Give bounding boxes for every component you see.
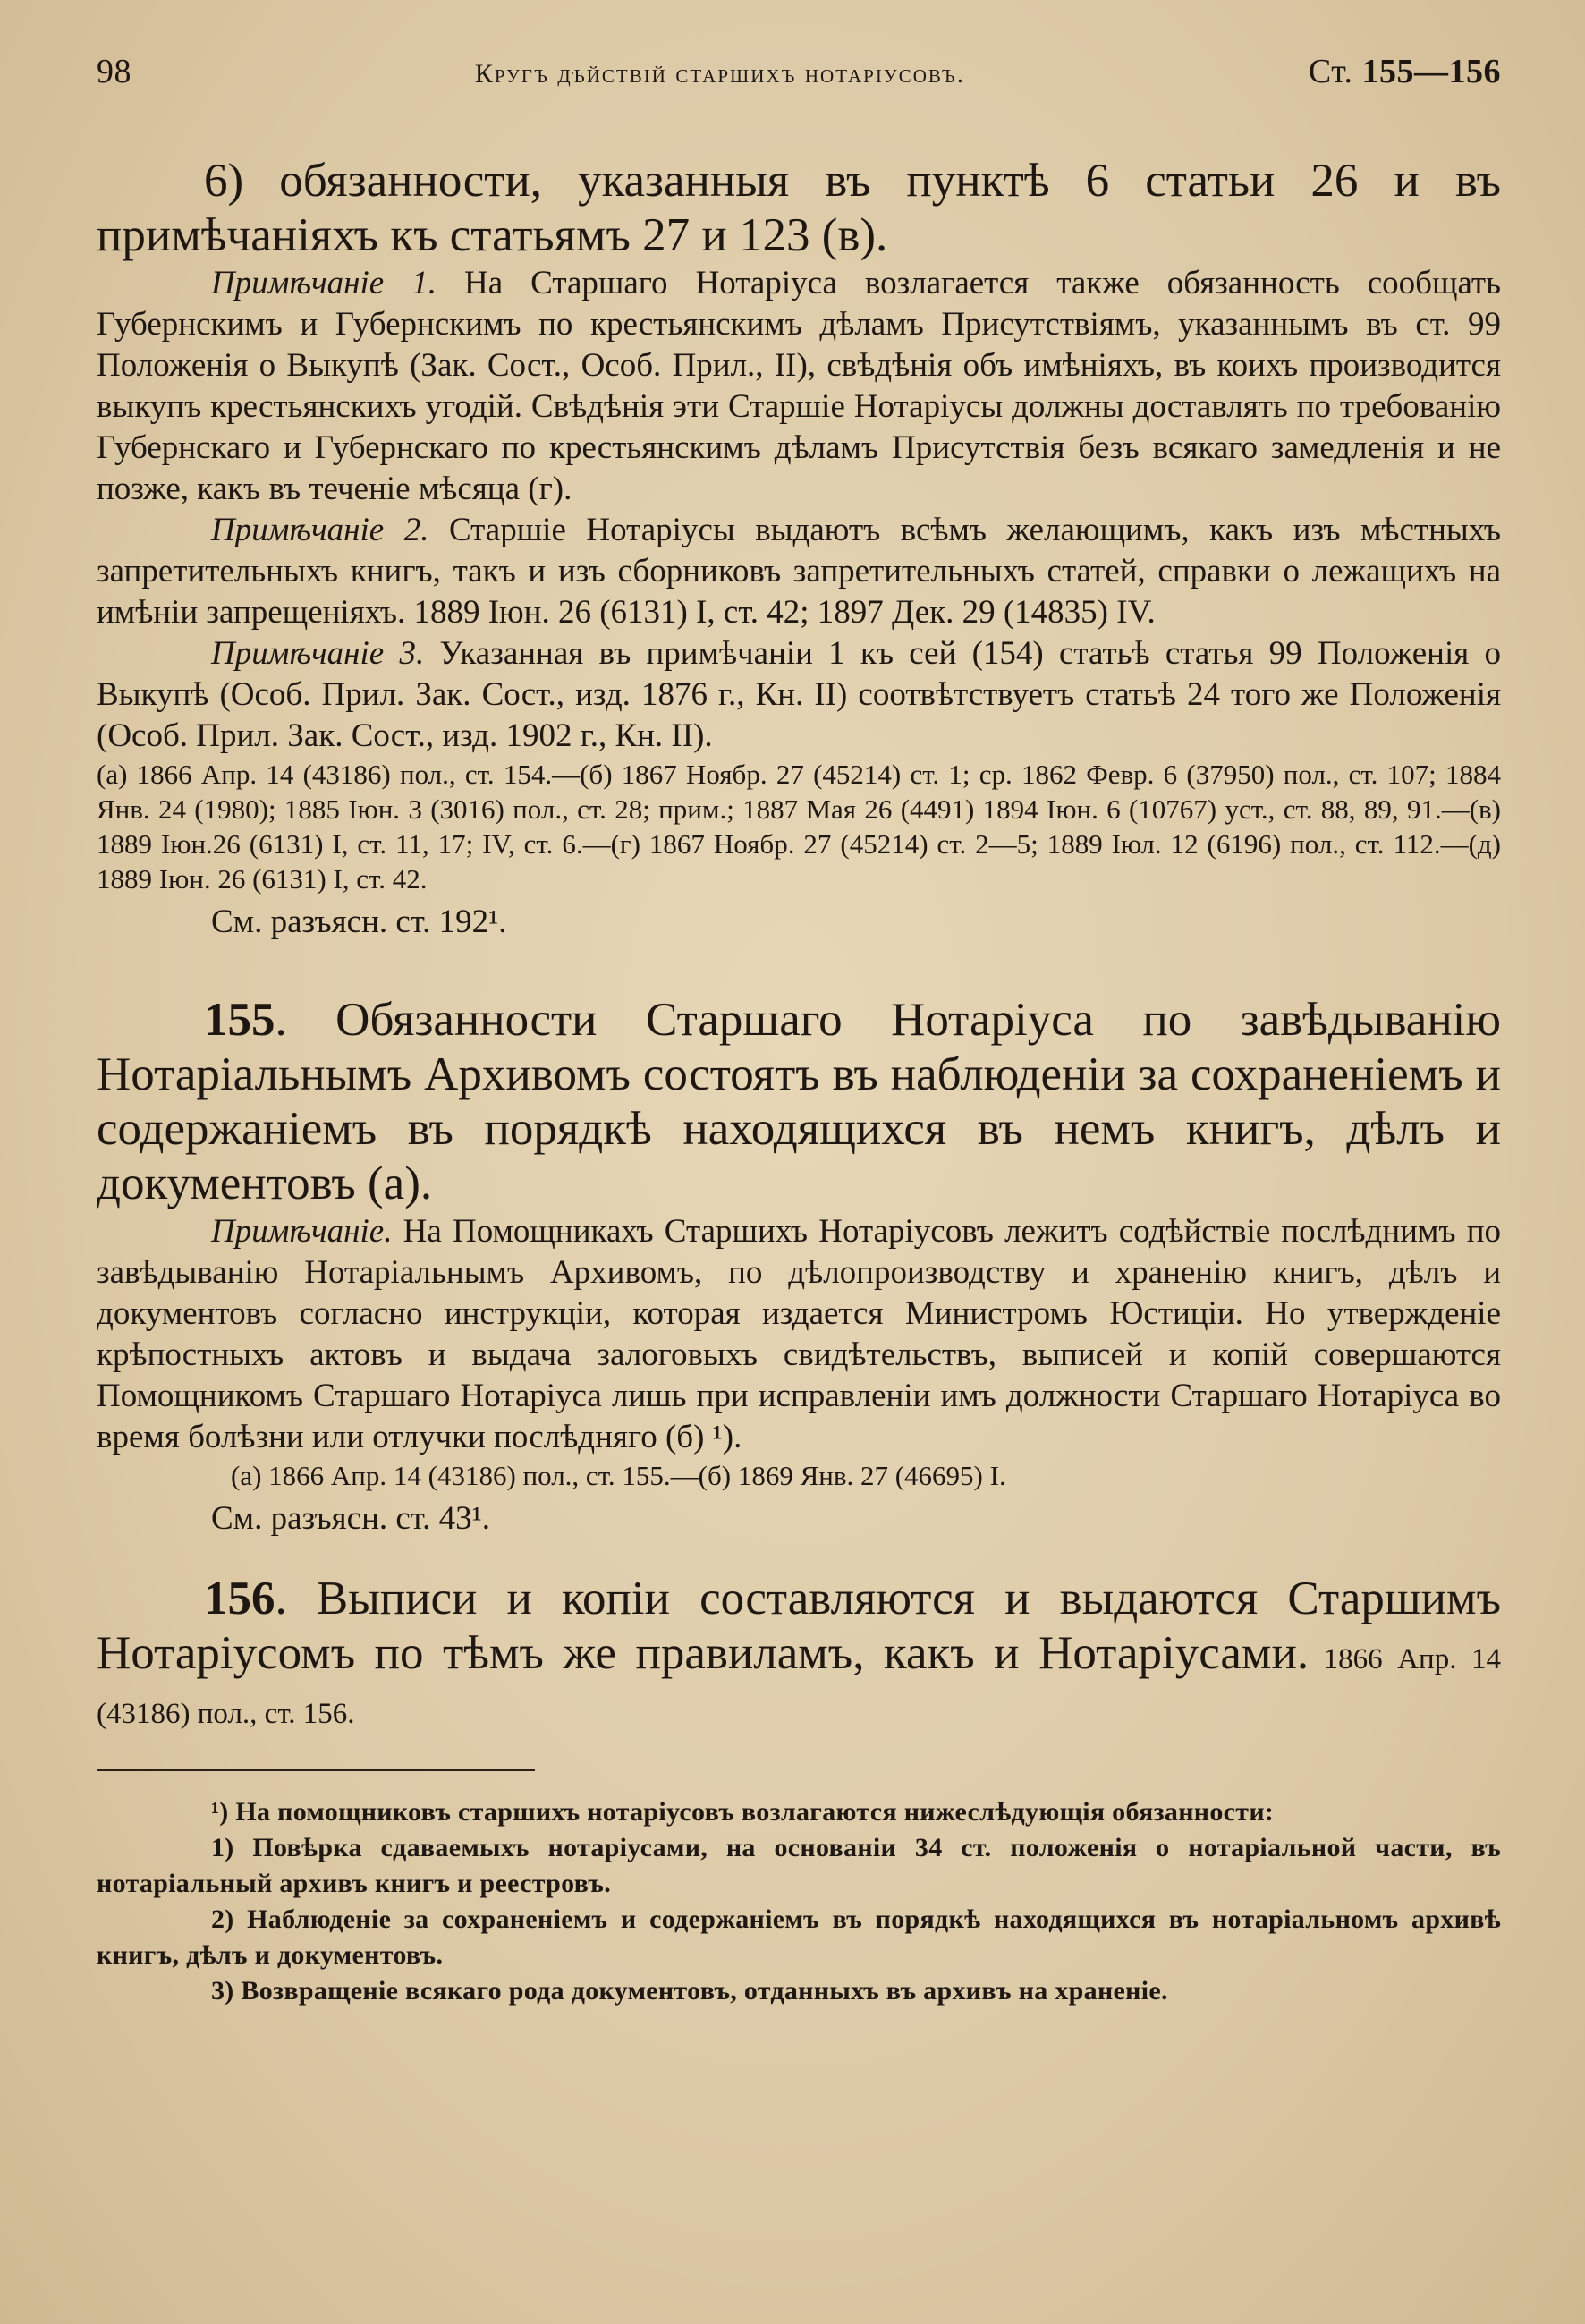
note-label: Примѣчаніе 1. (211, 265, 437, 301)
running-title: Кругъ дѣйствій старшихъ нотаріусовъ. (474, 59, 966, 89)
article-range-label: Ст. (1308, 53, 1353, 90)
footnote-item-2: 2) Наблюденіе за сохраненіемъ и содержаніемъ въ порядкѣ находящихся въ нотаріальномъ архивѣ книгъ, дѣлъ и документовъ. (97, 1904, 1501, 1970)
note-text: На Старшаго Нотаріуса возлагается также обязанность сообщать Губернскимъ и Губернскимъ по крестьянскимъ дѣламъ Присутствіямъ, указаннымъ въ ст. 99 Положенія о Выкупѣ (Зак. Сост., Особ. Прил., II), свѣдѣнія объ имѣніяхъ, въ коихъ производится выкупъ крестьянскихъ угодій. Свѣдѣнія эти Старшіе Нотаріусы должны доставлять по требованію Губернскаго и Губернскаго по крестьянскимъ дѣламъ Присутствія безъ всякаго замедленія и не позже, какъ въ теченіе мѣсяца (г). (97, 265, 1501, 507)
art155-sources: (а) 1866 Апр. 14 (43186) пол., ст. 155.—(б) 1869 Янв. 27 (46695) I. (231, 1460, 1006, 1491)
art154-item-6: 6) обязанности, указанныя въ пунктѣ 6 статьи 26 и въ примѣчаніяхъ къ статьямъ 27 и 123 (в). (97, 155, 1501, 261)
page-header (97, 52, 1501, 91)
note-label: Примѣчаніе 2. (211, 512, 429, 548)
footnote-divider (97, 1769, 535, 1771)
footnote-item-3: 3) Возвращеніе всякаго рода документовъ, отданныхъ въ архивъ на храненіе. (211, 1976, 1168, 2006)
art154-sources: (а) 1866 Апр. 14 (43186) пол., ст. 154.—(б) 1867 Ноябр. 27 (45214) ст. 1; ср. 1862 Февр. 6 (37950) пол., ст. 107; 1884 Янв. 24 (1980); 1885 Іюн. 3 (3016) пол., ст. 28; прим.; 1887 Мая 26 (4491) 1894 Іюн. 6 (10767) уст., ст. 88, 89, 91.—(в) 1889 Іюн.26 (6131) I, ст. 11, 17; IV, ст. 6.—(г) 1867 Ноябр. 27 (45214) ст. 2—5; 1889 Іюл. 12 (6196) пол., ст. 112.—(д) 1889 Іюн. 26 (6131) I, ст. 42. (97, 759, 1501, 895)
footnote-intro: ¹) На помощниковъ старшихъ нотаріусовъ возлагаются нижеслѣдующія обязанности: (211, 1797, 1275, 1827)
art154-note-1 (97, 263, 1501, 510)
note-text: Указанная въ примѣчаніи 1 къ сей (154) статьѣ статья 99 Положенія о Выкупѣ (Особ. Прил. Зак. Сост., изд. 1876 г., Кн. II) соотвѣтствуетъ статьѣ 24 того же Положенія (Особ. Прил. Зак. Сост., изд. 1902 г., Кн. II). (97, 635, 1501, 754)
note-text: Старшіе Нотаріусы выдаютъ всѣмъ желающимъ, какъ изъ мѣстныхъ запретительныхъ книгъ, такъ и изъ сборниковъ запретительныхъ статей, справки о лежащихъ на имѣніи запрещеніяхъ. 1889 Іюн. 26 (6131) I, ст. 42; 1897 Дек. 29 (14835) IV. (97, 512, 1501, 631)
footnote-item-1: 1) Повѣрка сдаваемыхъ нотаріусами, на основаніи 34 ст. положенія о нотаріальной части, въ нотаріальный архивъ книгъ и реестровъ. (97, 1833, 1501, 1898)
article-text: . Обязанности Старшаго Нотаріуса по завѣдыванію Нотаріальнымъ Архивомъ состоятъ въ наблюденіи за сохраненіемъ и содержаніемъ въ порядкѣ находящихся въ немъ книгъ, дѣлъ и документовъ (а). (97, 994, 1501, 1209)
art155-note (97, 1211, 1501, 1458)
art154-see-also: См. разъясн. ст. 192¹. (211, 903, 507, 940)
article-number: 155 (204, 994, 275, 1046)
note-label: Примѣчаніе 3. (211, 635, 425, 672)
article-number: 156 (204, 1573, 275, 1624)
spacer (97, 1541, 1501, 1572)
art154-note-2 (97, 510, 1501, 633)
article-source: 1866 Апр. 14 (43186) пол., ст. 156. (97, 1643, 1501, 1730)
note-label: Примѣчаніе. (211, 1213, 393, 1250)
art154-note-3 (97, 633, 1501, 757)
article-155 (97, 993, 1501, 1211)
article-text: . Выписи и копіи составляются и выдаются Старшимъ Нотаріусомъ по тѣмъ же правиламъ, какъ и Нотаріусами. (97, 1573, 1501, 1679)
spacer (97, 945, 1501, 993)
page-number: 98 (97, 53, 131, 90)
article-range-value: 155—156 (1361, 53, 1501, 90)
art155-see-also: См. разъясн. ст. 43¹. (211, 1500, 491, 1537)
article-156 (97, 1572, 1501, 1735)
note-text: На Помощникахъ Старшихъ Нотаріусовъ лежитъ содѣйствіе послѣднимъ по завѣдыванію Нотаріальнымъ Архивомъ, по дѣлопроизводству и храненію книгъ, дѣлъ и документовъ согласно инструкціи, которая издается Министромъ Юстиціи. Но утвержденіе крѣпостныхъ актовъ и выдача залоговыхъ свидѣтельствъ, выписей и копій совершаются Помощникомъ Старшаго Нотаріуса лишь при исправленіи имъ должности Старшаго Нотаріуса во время болѣзни или отлучки послѣдняго (б) ¹). (97, 1213, 1501, 1455)
article-range (1309, 52, 1501, 91)
